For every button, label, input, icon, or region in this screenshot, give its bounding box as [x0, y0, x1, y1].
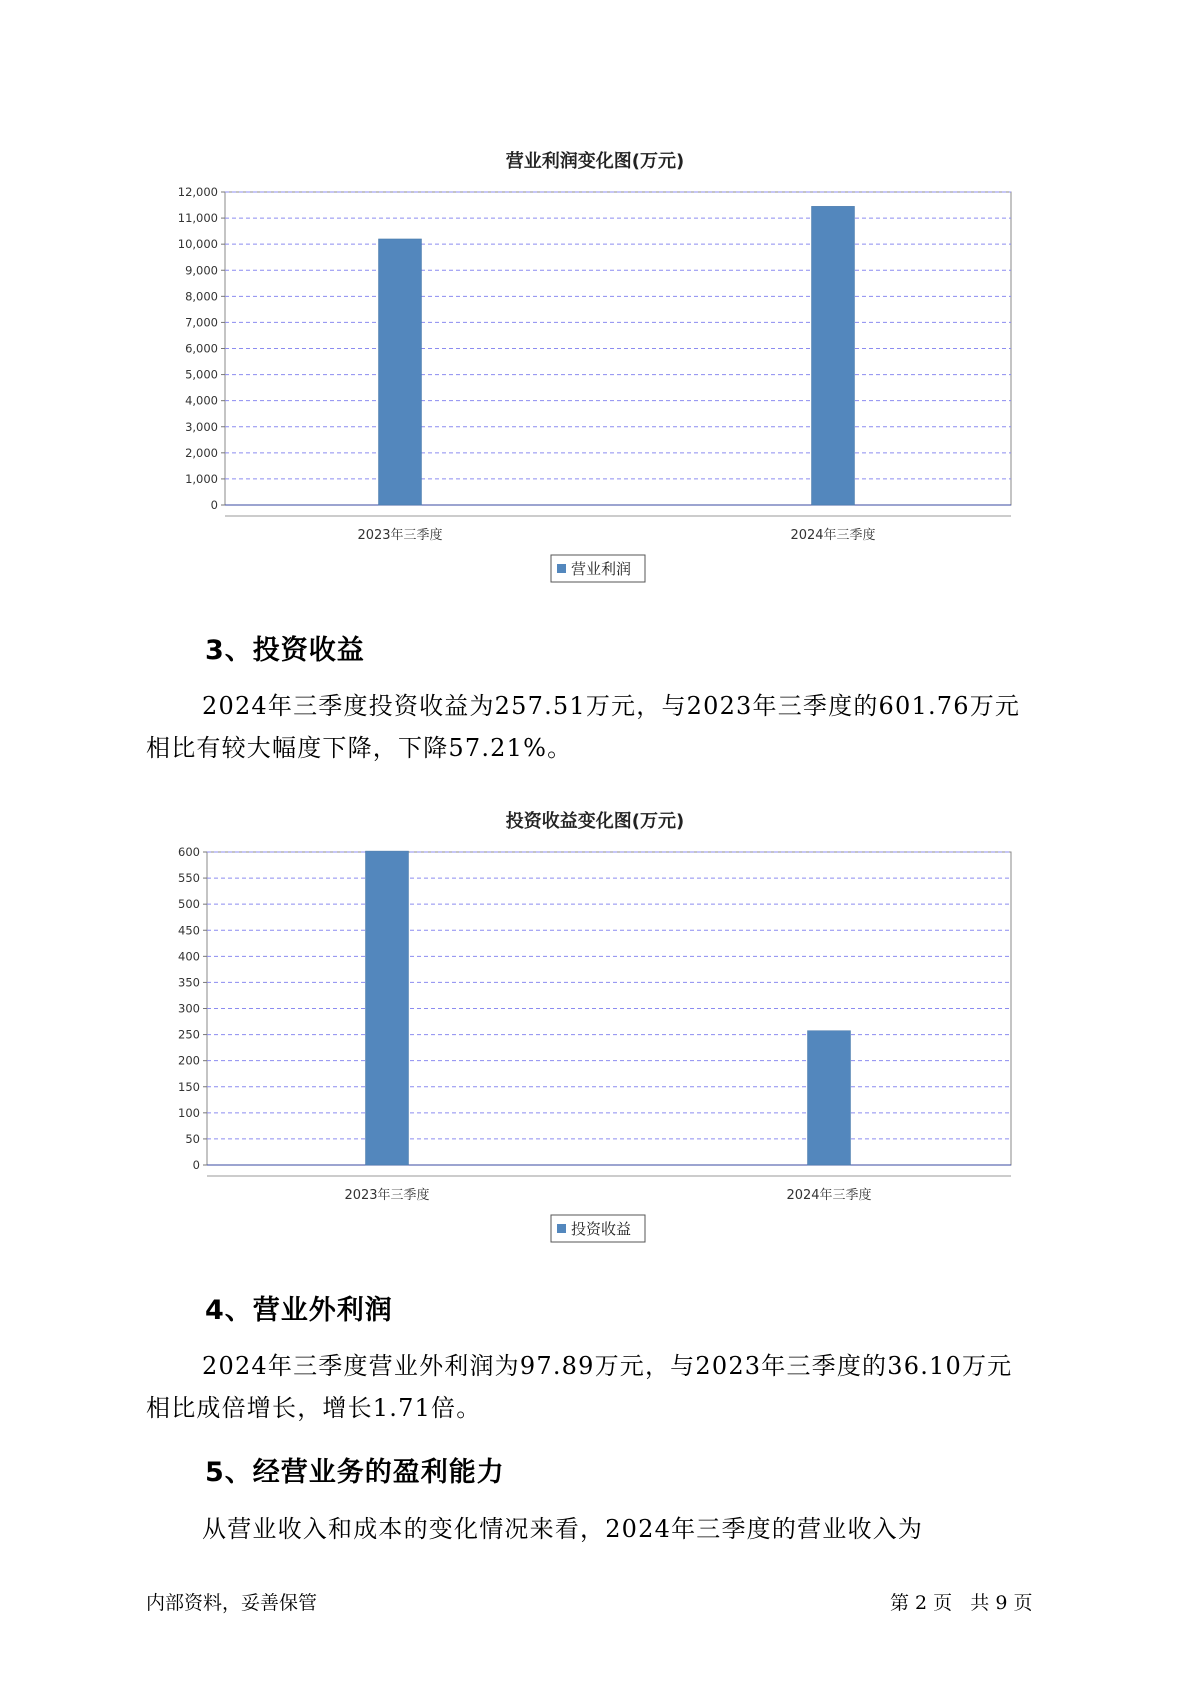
bar [366, 851, 409, 1165]
section-5-paragraph-line1: 从营业收入和成本的变化情况来看，2024年三季度的营业收入为 [202, 1515, 924, 1543]
y-tick-label: 12,000 [177, 185, 218, 199]
legend-swatch [557, 564, 566, 573]
y-tick-label: 400 [178, 949, 200, 964]
y-tick-label: 10,000 [177, 237, 218, 252]
y-tick-label: 150 [178, 1079, 200, 1094]
chart-title: 营业利润变化图(万元) [505, 151, 685, 172]
bar [812, 206, 855, 505]
legend-label: 投资收益 [571, 1220, 632, 1238]
y-tick-label: 0 [210, 498, 218, 512]
y-tick-label: 300 [178, 1001, 200, 1016]
y-tick-label: 5,000 [185, 367, 218, 382]
footer-confidential-note: 内部资料，妥善保管 [146, 1592, 318, 1614]
investment-income-chart-svg [0, 800, 1191, 1260]
y-tick-label: 3,000 [185, 419, 218, 434]
legend-swatch [557, 1224, 566, 1233]
y-tick-label: 7,000 [185, 315, 218, 330]
y-tick-label: 350 [178, 975, 200, 990]
bar [808, 1031, 851, 1165]
chart-title: 投资收益变化图(万元) [505, 811, 685, 832]
section-4-heading: 4、营业外利润 [205, 1295, 393, 1326]
section-4-paragraph-line2: 相比成倍增长，增长1.71倍。 [146, 1394, 482, 1422]
section-3-paragraph-line2: 相比有较大幅度下降，下降57.21%。 [146, 734, 573, 762]
bar [379, 239, 422, 505]
y-tick-label: 500 [178, 897, 200, 912]
investment-income-chart [0, 800, 1191, 1260]
category-label: 2023年三季度 [357, 528, 443, 543]
y-tick-label: 4,000 [185, 393, 218, 408]
y-tick-label: 50 [185, 1131, 200, 1146]
y-tick-label: 100 [178, 1105, 200, 1120]
section-3-heading: 3、投资收益 [205, 635, 365, 666]
category-label: 2024年三季度 [790, 528, 876, 543]
y-tick-label: 1,000 [185, 471, 218, 486]
y-tick-label: 450 [178, 923, 200, 938]
operating-profit-chart [0, 140, 1191, 600]
section-3-paragraph-line1: 2024年三季度投资收益为257.51万元，与2023年三季度的601.76万元 [202, 692, 1021, 720]
category-label: 2024年三季度 [786, 1188, 872, 1203]
y-tick-label: 550 [178, 871, 200, 886]
y-tick-label: 200 [178, 1053, 200, 1068]
y-tick-label: 11,000 [177, 211, 218, 226]
y-tick-label: 250 [178, 1027, 200, 1042]
y-tick-label: 2,000 [185, 445, 218, 460]
footer-page-number: 第 2 页 共 9 页 [890, 1592, 1033, 1614]
y-tick-label: 600 [178, 845, 200, 859]
legend-label: 营业利润 [571, 560, 632, 578]
section-4-paragraph-line1: 2024年三季度营业外利润为97.89万元，与2023年三季度的36.10万元 [202, 1352, 1013, 1380]
section-5-heading: 5、经营业务的盈利能力 [205, 1457, 505, 1488]
category-label: 2023年三季度 [344, 1188, 430, 1203]
operating-profit-chart-svg [0, 140, 1191, 600]
y-tick-label: 8,000 [185, 289, 218, 304]
y-tick-label: 6,000 [185, 341, 218, 356]
y-tick-label: 9,000 [185, 263, 218, 278]
y-tick-label: 0 [192, 1158, 200, 1172]
